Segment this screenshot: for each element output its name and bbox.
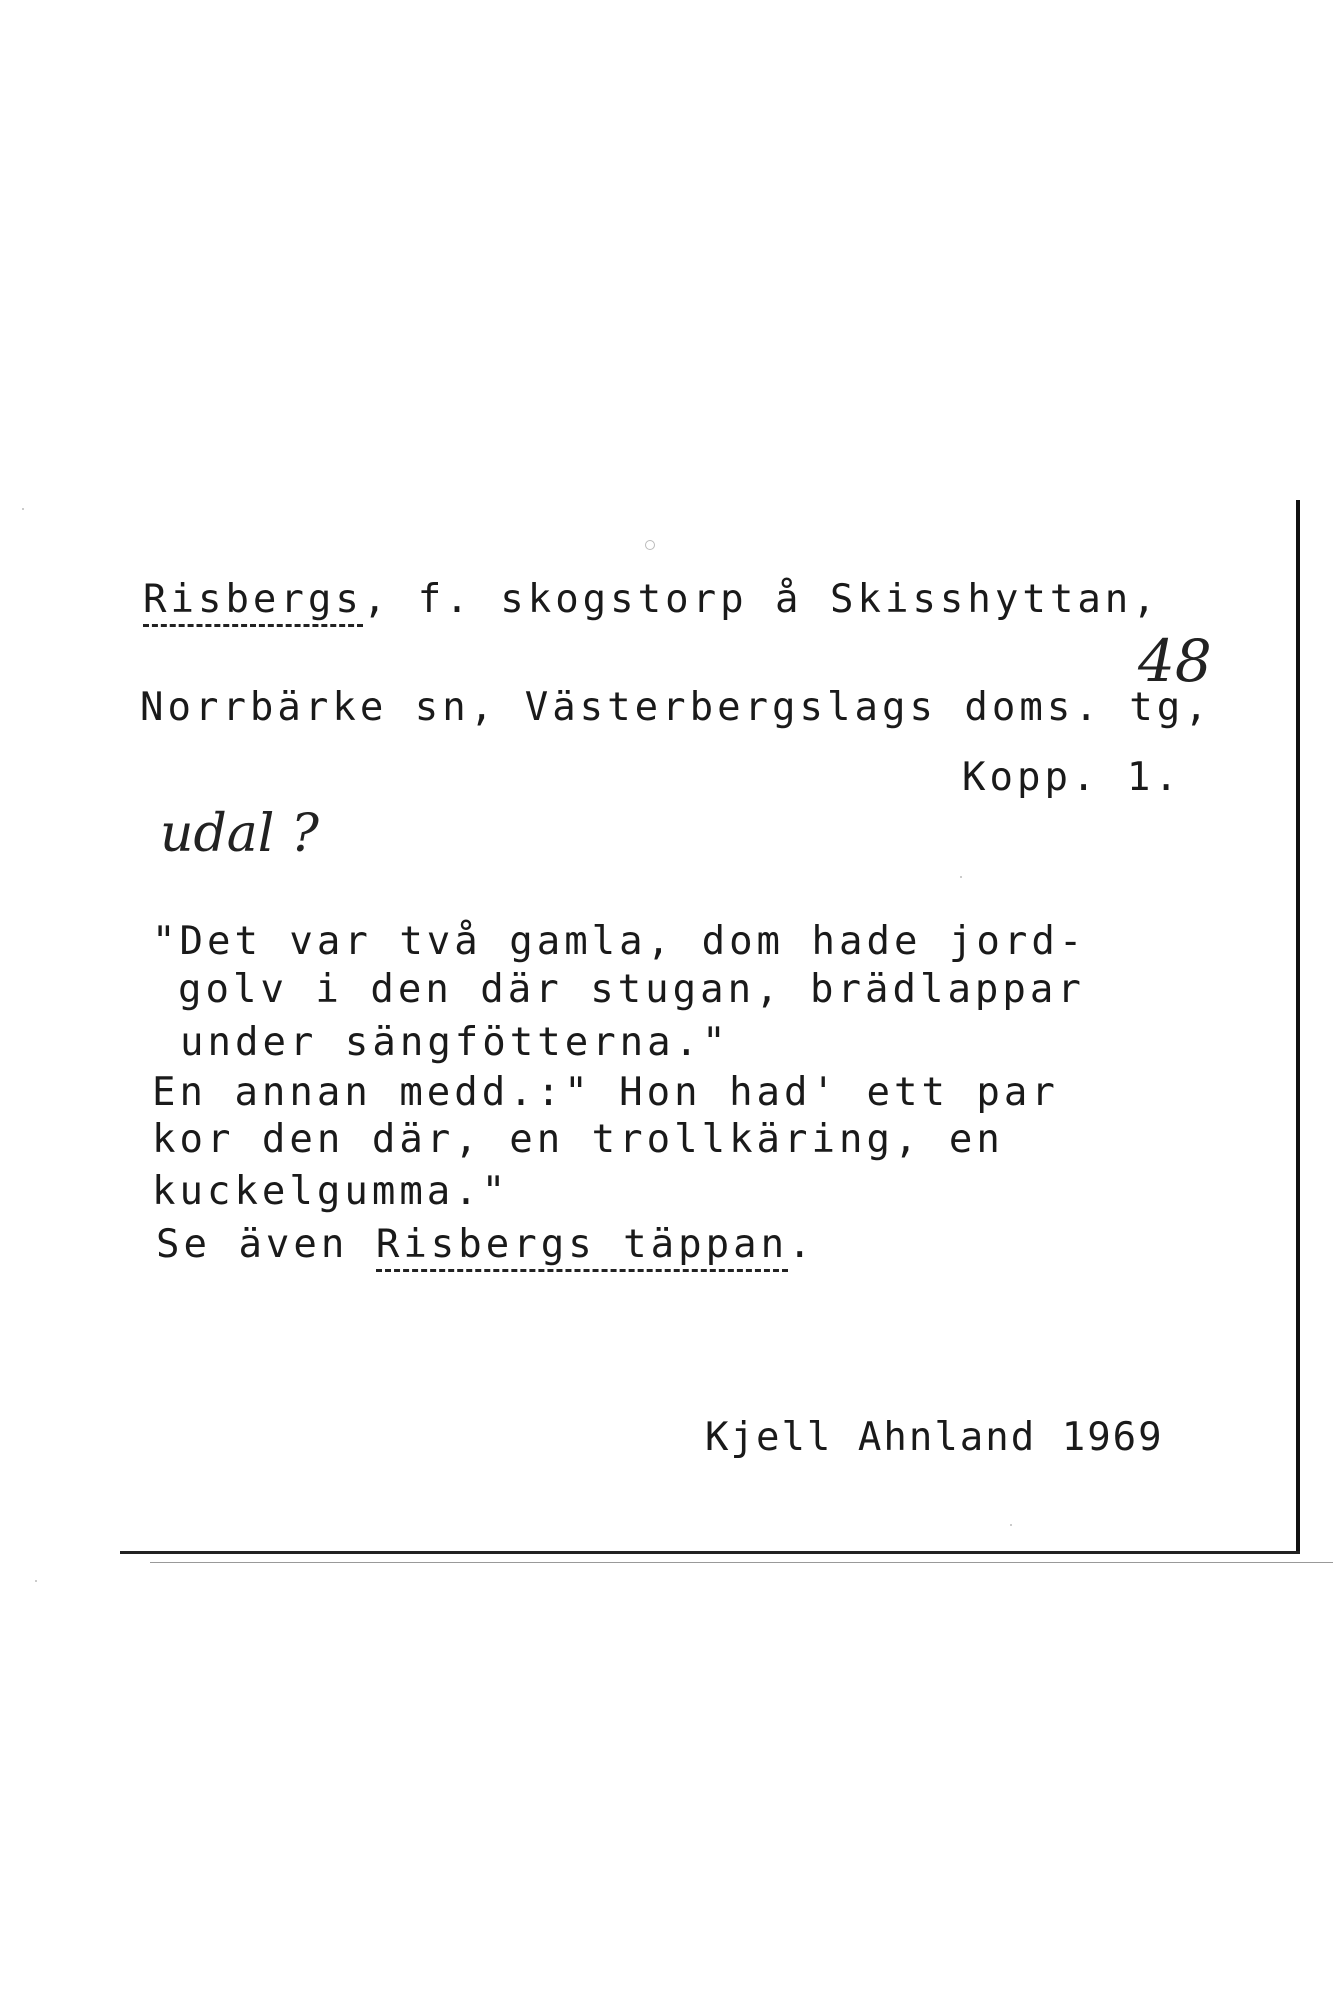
see-also-suffix: . [788, 1222, 816, 1267]
card-bottom-border [120, 1551, 1300, 1554]
signature: Kjell Ahnland 1969 [705, 1415, 1164, 1460]
heading-line-1 [143, 577, 1160, 622]
body-line-3: under sängfötterna." [180, 1020, 730, 1065]
body-line-5: kor den där, en trollkäring, en [152, 1117, 1004, 1162]
scan-speck [35, 1580, 37, 1582]
heading-place-name: Risbergs [143, 577, 363, 627]
heading-line-2: Norrbärke sn, Västerbergslags doms. tg, [140, 685, 1212, 730]
body-line-2: golv i den där stugan, brädlappar [178, 967, 1085, 1012]
body-line-6: kuckelgumma." [152, 1169, 510, 1214]
scan-speck [1010, 1524, 1012, 1526]
scan-speck [960, 876, 962, 878]
handwritten-note: udal ? [160, 804, 319, 864]
heading-line-1-rest: , f. skogstorp å Skisshyttan, [362, 577, 1160, 622]
scan-speck [645, 540, 655, 550]
body-line-7 [156, 1222, 816, 1267]
scan-speck [22, 508, 24, 510]
card-right-border [1296, 500, 1300, 1552]
see-also-prefix: Se även [156, 1222, 376, 1267]
body-line-1: "Det var två gamla, dom hade jord- [152, 919, 1087, 964]
heading-line-3: Kopp. 1. [962, 755, 1182, 800]
body-line-4: En annan medd.:" Hon had' ett par [152, 1070, 1059, 1115]
card-bottom-shadow [150, 1562, 1333, 1563]
see-also-reference: Risbergs täppan [376, 1222, 788, 1272]
handwritten-number: 48 [1138, 627, 1212, 695]
